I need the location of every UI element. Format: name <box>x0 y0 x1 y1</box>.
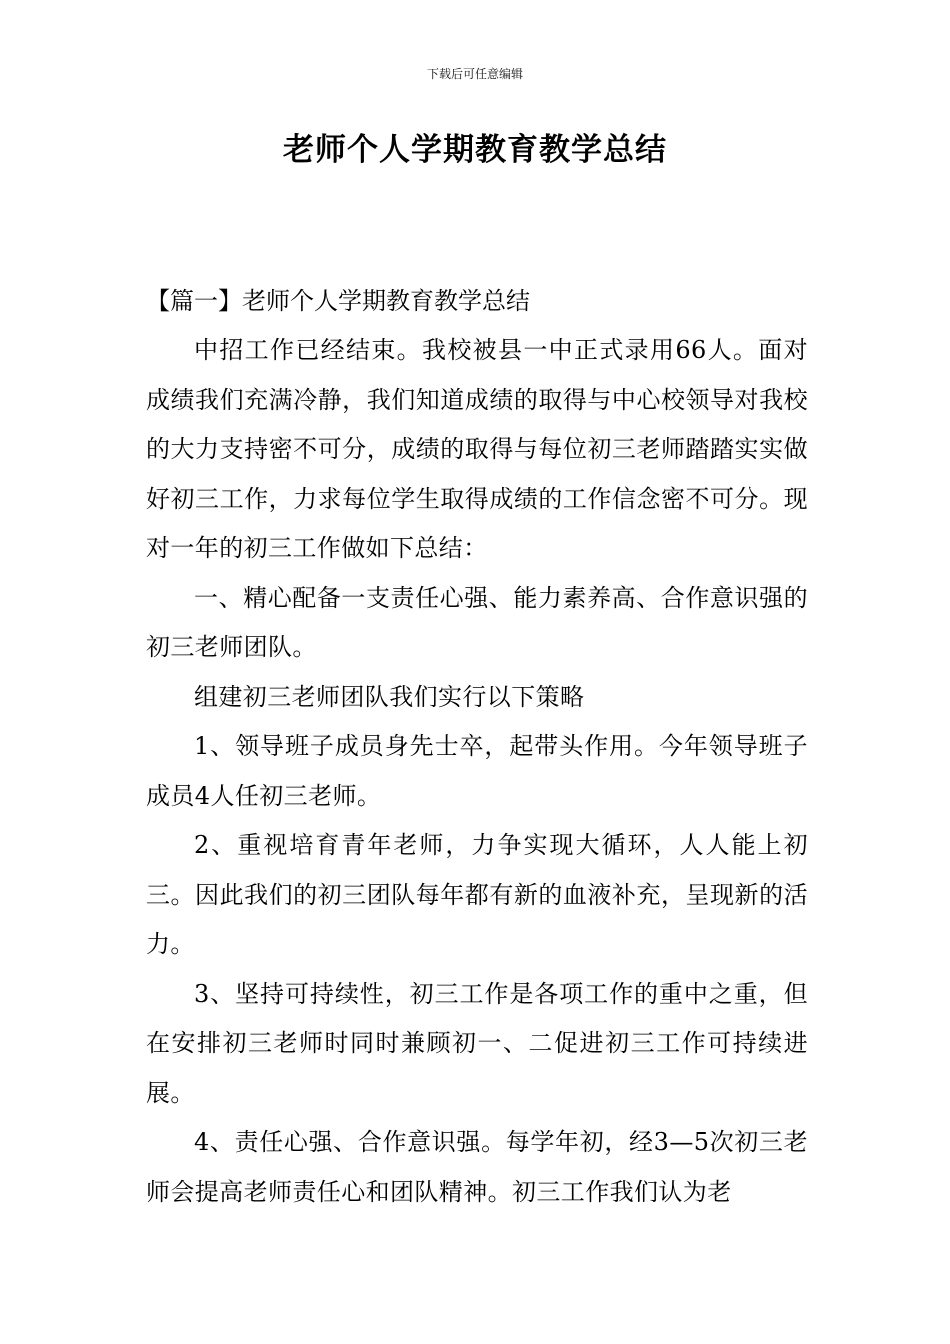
section-heading: 【篇一】老师个人学期教育教学总结 <box>146 287 530 315</box>
paragraph-item-3: 3、坚持可持续性，初三工作是各项工作的重中之重，但在安排初三老师时同时兼顾初一、二促进初三工作可持续进展。 <box>146 979 808 1107</box>
paragraph-strategy: 组建初三老师团队我们实行以下策略 <box>194 682 585 711</box>
document-body <box>146 276 808 1217</box>
paragraph-item-4: 4、责任心强、合作意识强。每学年初，经3—5次初三老师会提高老师责任心和团队精神。初三工作我们认为老 <box>146 1128 808 1206</box>
document-title: 老师个人学期教育教学总结 <box>283 132 667 168</box>
header-note: 下载后可任意编辑 <box>426 67 523 81</box>
paragraph-intro: 中招工作已经结束。我校被县一中正式录用66人。面对成绩我们充满冷静，我们知道成绩的取得与中心校领导对我校的大力支持密不可分，成绩的取得与每位初三老师踏踏实实做好初三工作，力求每位学生取得成绩的工作信念密不可分。现对一年的初三工作做如下总结： <box>146 336 808 562</box>
paragraph-item-1: 1、领导班子成员身先士卒，起带头作用。今年领导班子成员4人任初三老师。 <box>146 732 808 810</box>
paragraph-item-2: 2、重视培育青年老师，力争实现大循环，人人能上初三。因此我们的初三团队每年都有新的血液补充，呈现新的活力。 <box>146 831 808 958</box>
paragraph-point-one: 一、精心配备一支责任心强、能力素养高、合作意识强的初三老师团队。 <box>146 583 808 661</box>
